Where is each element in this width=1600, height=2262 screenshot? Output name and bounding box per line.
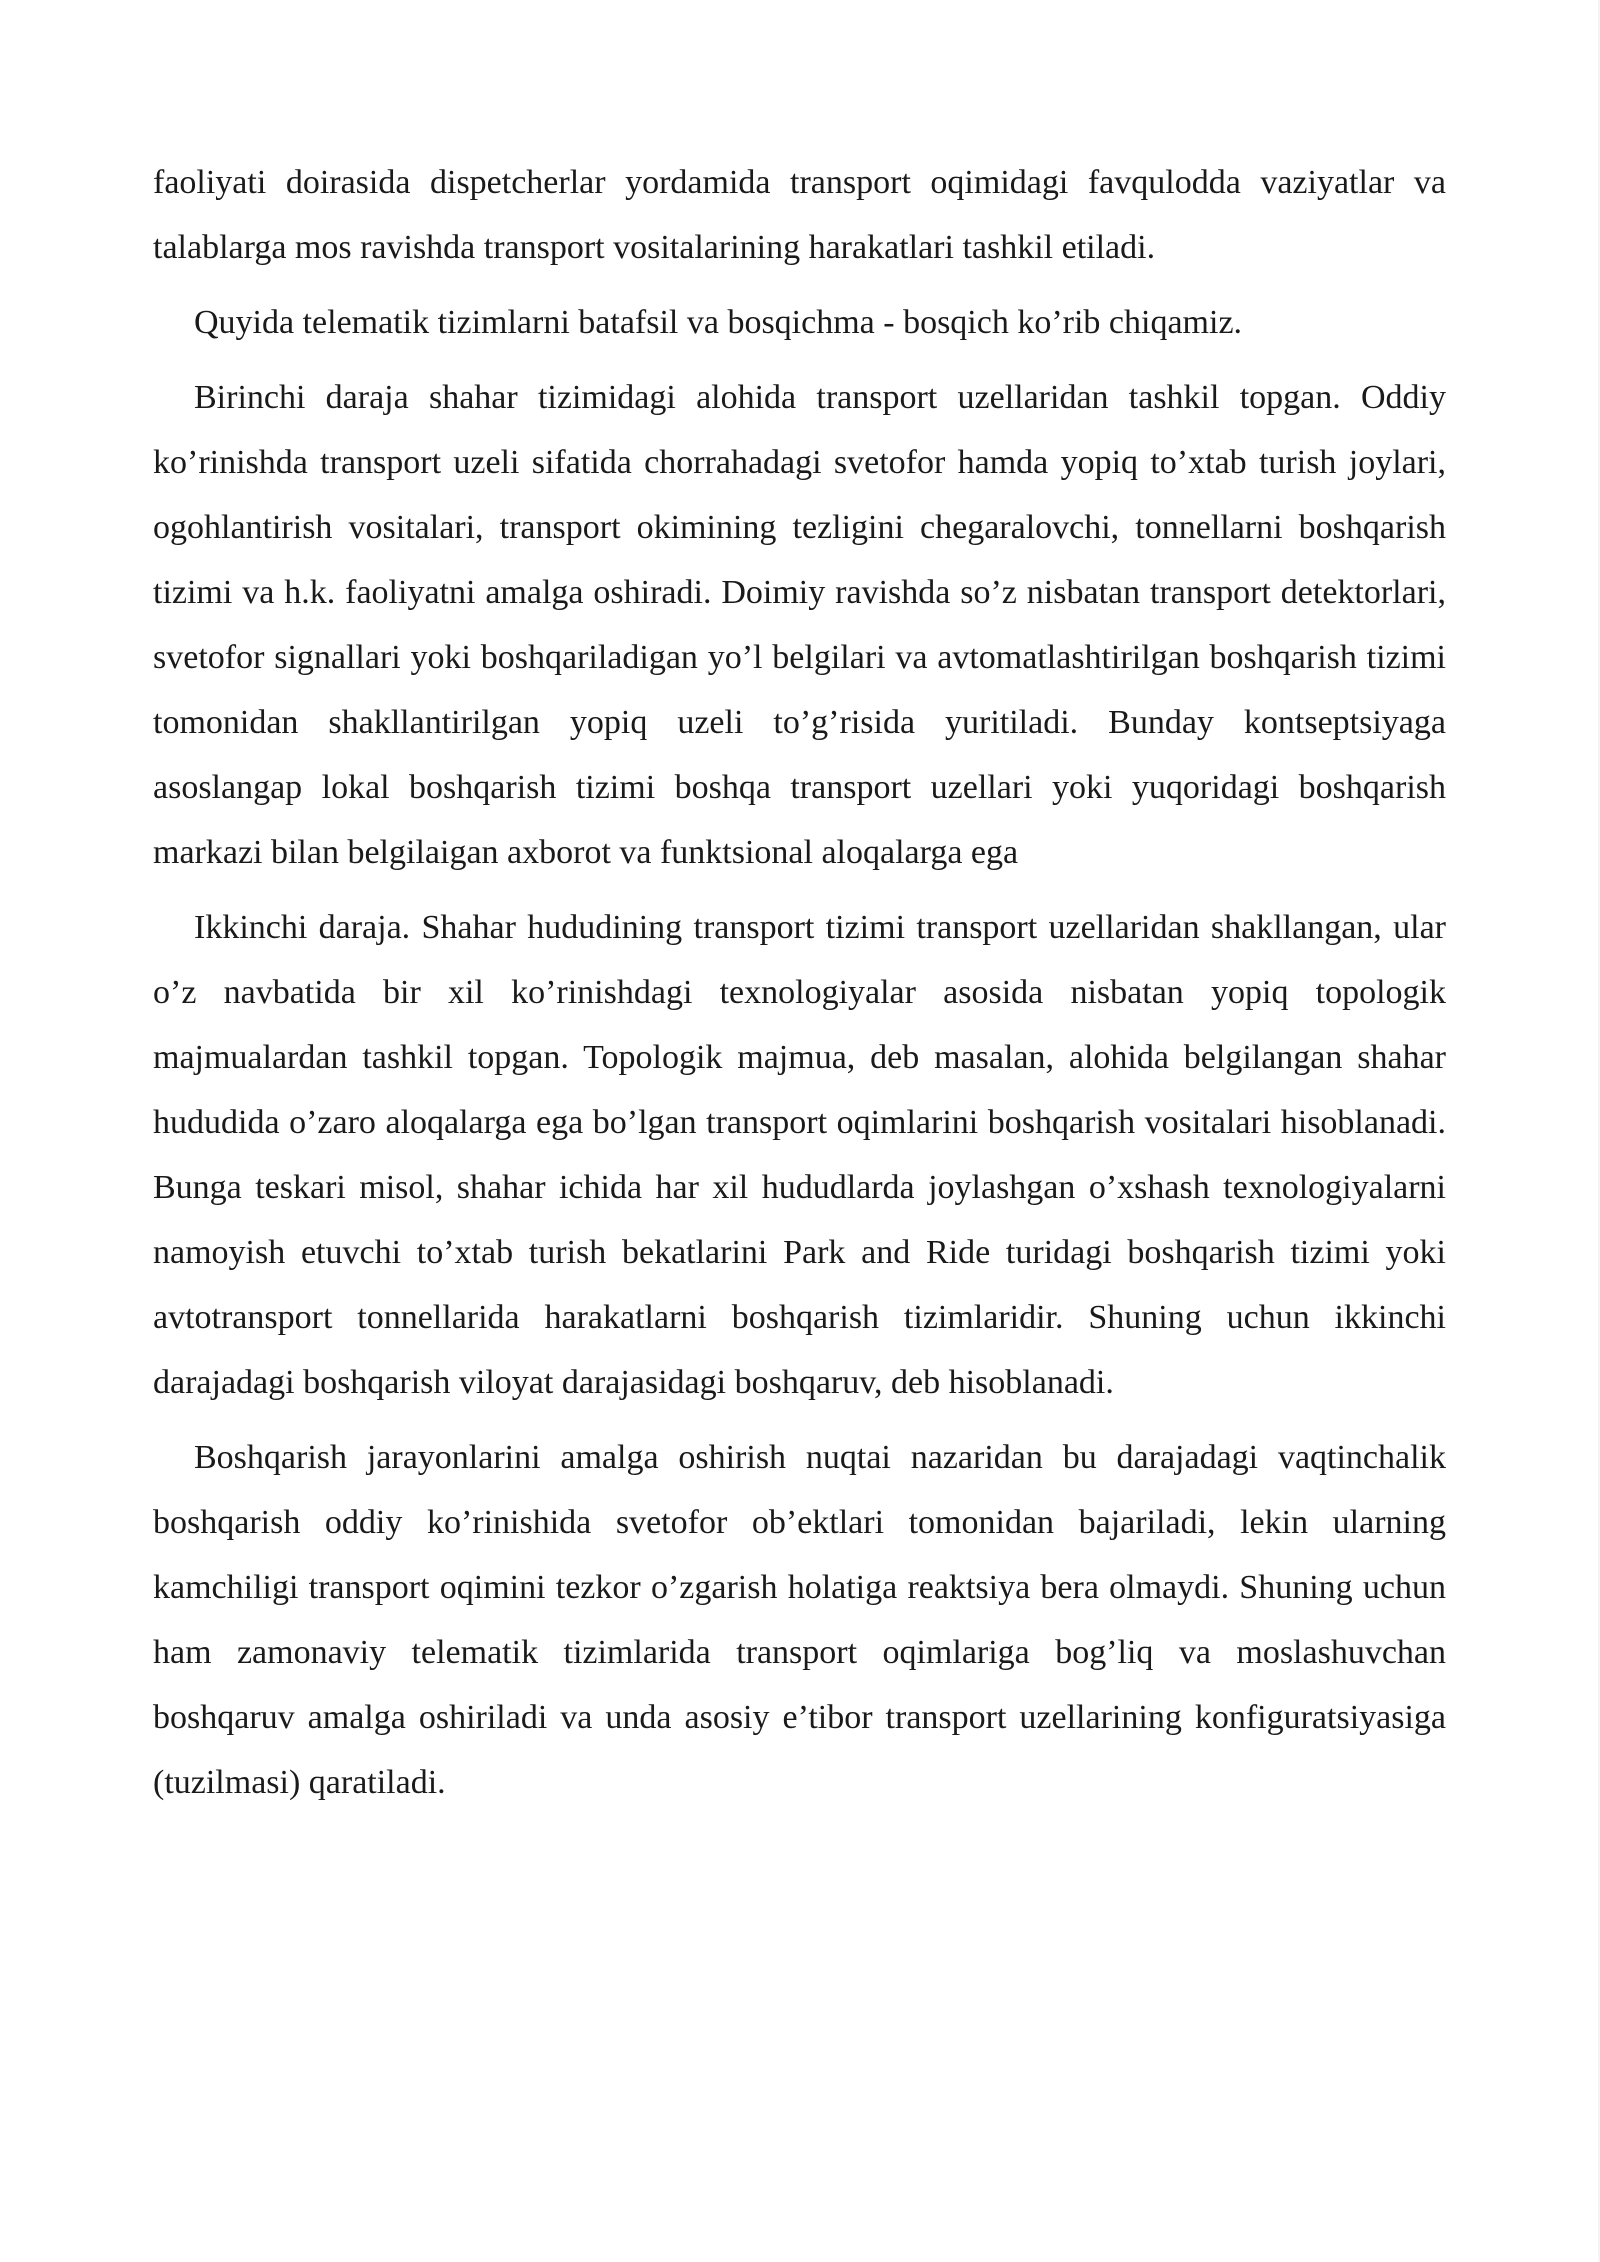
paragraph-continuation: faoliyati doirasida dispetcherlar yordamida transport oqimidagi favqulodda vaziyatlar va talablarga mos ravishda transport vositalarining harakatlari tashkil etiladi. <box>153 164 1446 266</box>
paragraph-first-level: Birinchi daraja shahar tizimidagi alohida transport uzellaridan tashkil topgan. Oddiy ko’rinishda transport uzeli sifatida chorrahadagi svetofor hamda yopiq to’xtab turish joylari, ogohlantirish vositalari, transport okimining tezligini chegaralovchi, tonnellarni boshqarish tizimi va h.k. faoliyatni amalga oshiradi. Doimiy ravishda so’z nisbatan transport detektorlari, svetofor signallari yoki boshqariladigan yo’l belgilari va avtomatlashtirilgan boshqarish tizimi tomonidan shakllantirilgan yopiq uzeli to’g’risida yuritiladi. Bunday kontseptsiyaga asoslangap lokal boshqarish tizimi boshqa transport uzellari yoki yuqoridagi boshqarish markazi bilan belgilaigan axborot va funktsional aloqalarga ega <box>153 379 1446 871</box>
paragraph-second-level: Ikkinchi daraja. Shahar hududining transport tizimi transport uzellaridan shakllangan, ular o’z navbatida bir xil ko’rinishdagi texnologiyalar asosida nisbatan yopiq topologik majmualardan tashkil topgan. Topologik majmua, deb masalan, alohida belgilangan shahar hududida o’zaro aloqalarga ega bo’lgan transport oqimlarini boshqarish vositalari hisoblanadi. Bunga teskari misol, shahar ichida har xil hududlarda joylashgan o’xshash texnologiyalarni namoyish etuvchi to’xtab turish bekatlarini Park and Ride turidagi boshqarish tizimi yoki avtotransport tonnellarida harakatlarni boshqarish tizimlaridir. Shuning uchun ikkinchi darajadagi boshqarish viloyat darajasidagi boshqaruv, deb hisoblanadi. <box>153 909 1446 1401</box>
body-text <box>153 150 1446 1825</box>
paragraph-intro: Quyida telematik tizimlarni batafsil va bosqichma - bosqich ko’rib chiqamiz. <box>194 304 1243 341</box>
paragraph-control-processes: Boshqarish jarayonlarini amalga oshirish nuqtai nazaridan bu darajadagi vaqtinchalik boshqarish oddiy ko’rinishida svetofor ob’ektlari tomonidan bajariladi, lekin ularning kamchiligi transport oqimini tezkor o’zgarish holatiga reaktsiya bera olmaydi. Shuning uchun ham zamonaviy telematik tizimlarida transport oqimlariga bog’liq va moslashuvchan boshqaruv amalga oshiriladi va unda asosiy e’tibor transport uzellarining konfiguratsiyasiga (tuzilmasi) qaratiladi. <box>153 1439 1446 1801</box>
